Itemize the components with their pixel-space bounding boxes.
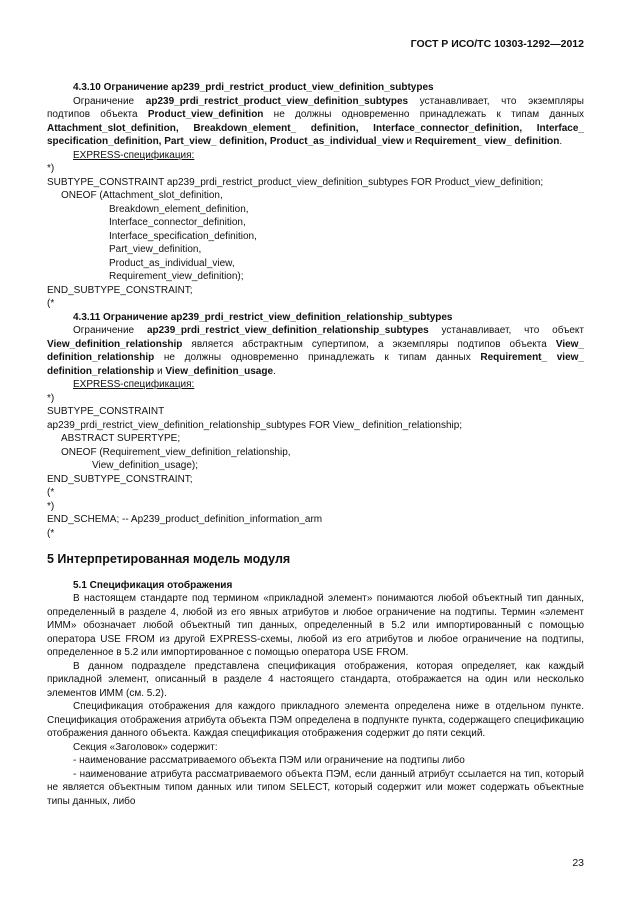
code-line: END_SUBTYPE_CONSTRAINT; [47,284,193,296]
code-line: ONEOF (Attachment_slot_definition, [61,190,223,201]
paragraph: В данном подразделе представлена спецификация отображения, которая определяет, как каждый прикладной элемент, описанный в разделе 4 настоящего стандарта, отображается на один или несколько элементов ИММ (см. 5.2). [47,660,584,699]
code-line: SUBTYPE_CONSTRAINT ap239_prdi_restrict_product_view_definition_subtypes FOR Product_view_definition; [47,176,544,188]
code-line: ONEOF (Requirement_view_definition_relationship, [61,446,291,458]
code-line: *) [47,392,55,404]
section-5-1-heading: 5.1 Спецификация отображения [73,579,233,591]
section-5-heading: 5 Интерпретированная модель модуля [47,552,291,566]
code-line: END_SCHEMA; -- Ap239_product_definition_information_arm [47,514,323,525]
code-line: (* [47,527,55,539]
code-line: SUBTYPE_CONSTRAINT [47,406,165,417]
express-label: EXPRESS-спецификация: [73,149,195,161]
code-line: Product_as_individual_view, [109,257,235,269]
page-number: 23 [572,857,584,869]
section-heading-4-3-10: 4.3.10 Ограничение ap239_prdi_restrict_product_view_definition_subtypes [73,82,434,93]
code-line: View_definition_usage); [92,460,199,471]
code-line: (* [47,487,55,498]
paragraph: Спецификация отображения для каждого прикладного элемента определена ниже в отдельном пункте. Спецификация отображения атрибута объекта ПЭМ определена в подпункте пункта, содержащего спецификацию отображения данного объекта. Каждая спецификация отображения содержит до пяти секций. [47,701,584,739]
code-line: ABSTRACT SUPERTYPE; [61,433,181,444]
code-line: END_SUBTYPE_CONSTRAINT; [47,473,193,485]
paragraph-4-3-10: Ограничение ap239_prdi_restrict_product_view_definition_subtypes устанавливает, что экземпляры подтипов объекта Product_view_definition не должны одновременно принадлежать к типам данных Attachment_slot_definition, Breakdown_element_ definition, Interface_connector_definition, Interface_ specification_definition, Part_view_ definition, Product_as_individual_view и Requirement_ view_ definition. [47,95,585,147]
section-heading-4-3-11: 4.3.11 Ограничение ap239_prdi_restrict_view_definition_relationship_subtypes [73,311,453,323]
paragraph-4-3-11: Ограничение ap239_prdi_restrict_view_definition_relationship_subtypes устанавливает, что объект View_definition_relationship является абстрактным супертипом, а экземпляры подтипов объекта View_ definition_relationship не должны одновременно принадлежать к типам данных Requirement_ view_ definition_relationship и View_definition_usage. [47,325,584,377]
document-header: ГОСТ Р ИСО/ТС 10303-1292—2012 [410,38,584,50]
page-content [47,81,584,808]
code-line: Part_view_definition, [109,244,202,255]
express-label: EXPRESS-спецификация: [73,379,195,390]
code-line: (* [47,298,55,309]
code-line: Interface_specification_definition, [109,230,257,242]
paragraph: В настоящем стандарте под термином «прикладной элемент» понимаются любой объектный тип данных, определенный в разделе 4, любой из его явных атрибутов и любое ограничение на подтипы. Термин «элемент ИММ» обозначает любой объектный тип данных, определенный в 5.2 или импортированный с помощью оператора USE FROM из другой EXPRESS-схемы, любой из его атрибутов и любое ограничение на подтипы, определенное в 5.2 или импортированное с помощью оператора USE FROM. [47,593,584,658]
code-line: Requirement_view_definition); [109,271,244,282]
list-item: - наименование атрибута рассматриваемого объекта ПЭМ, если данный атрибут ссылается на тип, который не является объектным типом данных или типом SELECT, который содержит или может содержать объектные типы данных, либо [47,768,584,807]
paragraph: Секция «Заголовок» содержит: [73,741,218,753]
code-line: *) [47,163,55,174]
code-line: ap239_prdi_restrict_view_definition_relationship_subtypes FOR View_ definition_relationship; [47,419,463,431]
code-line: Interface_connector_definition, [109,217,246,228]
code-line: *) [47,500,55,512]
code-line: Breakdown_element_definition, [109,203,249,215]
list-item: - наименование рассматриваемого объекта ПЭМ или ограничение на подтипы либо [73,755,465,766]
